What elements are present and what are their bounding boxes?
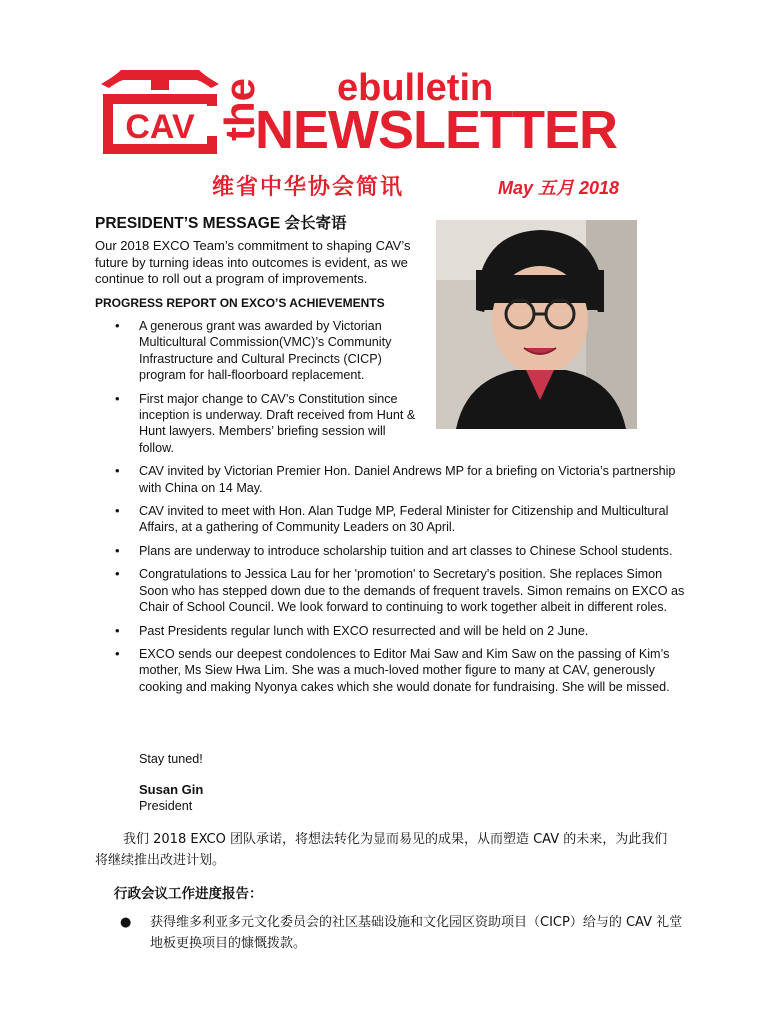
- closing-line: Stay tuned!: [139, 752, 203, 766]
- issue-date: May 五月 2018: [498, 178, 620, 198]
- list-item: • A generous grant was awarded by Victorian Multicultural Commission(VMC)’s Community Infrastructure and Cultural Precincts (CICP) program for hall-floorboard replacement.: [95, 318, 419, 384]
- ebulletin-label: ebulletin: [337, 67, 494, 109]
- achievements-list: [95, 318, 695, 702]
- chinese-title: 维省中华协会简讯: [212, 175, 405, 200]
- bullet-icon: ●: [120, 915, 132, 930]
- masthead: [95, 66, 640, 160]
- newsletter-title: NEWSLETTER: [255, 100, 617, 160]
- chinese-list-text: 获得维多利亚多元文化委员会的社区基础设施和文化园区资助项目（CICP）给与的 CAV 礼堂地板更换项目的慷慨拨款。: [150, 915, 683, 951]
- progress-subhead: PROGRESS REPORT ON EXCO’S ACHIEVEMENTS: [95, 296, 385, 310]
- list-item: • Congratulations to Jessica Lau for her 'promotion' to Secretary's position. She replaces Simon Soon who has stepped down due to the demands of frequent travels. Simon remains on EXCO as Chair of School Council. We look forward to continuing to work together albeit in different roles.: [95, 566, 695, 615]
- chinese-paragraph: 我们 2018 EXCO 团队承诺，将想法转化为显而易见的成果，从而塑造 CAV 的未来，为此我们将继续推出改进计划。: [95, 832, 668, 868]
- svg-text:CAV: CAV: [125, 108, 195, 146]
- chinese-subhead: 行政会议工作进度报告：: [114, 886, 263, 902]
- list-item: • CAV invited by Victorian Premier Hon. Daniel Andrews MP for a briefing on Victoria’s partnership with China on 14 May.: [95, 463, 695, 496]
- signature-name: Susan Gin: [139, 782, 204, 797]
- list-item: • First major change to CAV’s Constitution since inception is underway. Draft received from Hunt & Hunt lawyers. Members’ briefing session will follow.: [95, 391, 419, 457]
- list-item: • Past Presidents regular lunch with EXCO resurrected and will be held on 2 June.: [95, 623, 695, 639]
- the-label: the: [216, 78, 263, 141]
- section-title: PRESIDENT’S MESSAGE 会长寄语: [95, 215, 347, 232]
- intro-paragraph: Our 2018 EXCO Team’s commitment to shaping CAV’s future by turning ideas into outcomes is evident, as we continue to roll out a program of improvements.: [95, 238, 411, 286]
- list-item: • CAV invited to meet with Hon. Alan Tudge MP, Federal Minister for Citizenship and Multicultural Affairs, at a gathering of Community Leaders on 30 April.: [95, 503, 695, 536]
- chinese-list-item: [114, 912, 689, 954]
- cav-logo-icon: [95, 66, 225, 156]
- list-item: • Plans are underway to introduce scholarship tuition and art classes to Chinese School students.: [95, 543, 695, 559]
- signature-title: President: [139, 799, 193, 813]
- list-item: • EXCO sends our deepest condolences to Editor Mai Saw and Kim Saw on the passing of Kim’s mother, Ms Siew Hwa Lim. She was a much-loved mother figure to many at CAV, generously cooking and making Nyonya cakes which she would donate for fundraising. She will be missed.: [95, 646, 695, 695]
